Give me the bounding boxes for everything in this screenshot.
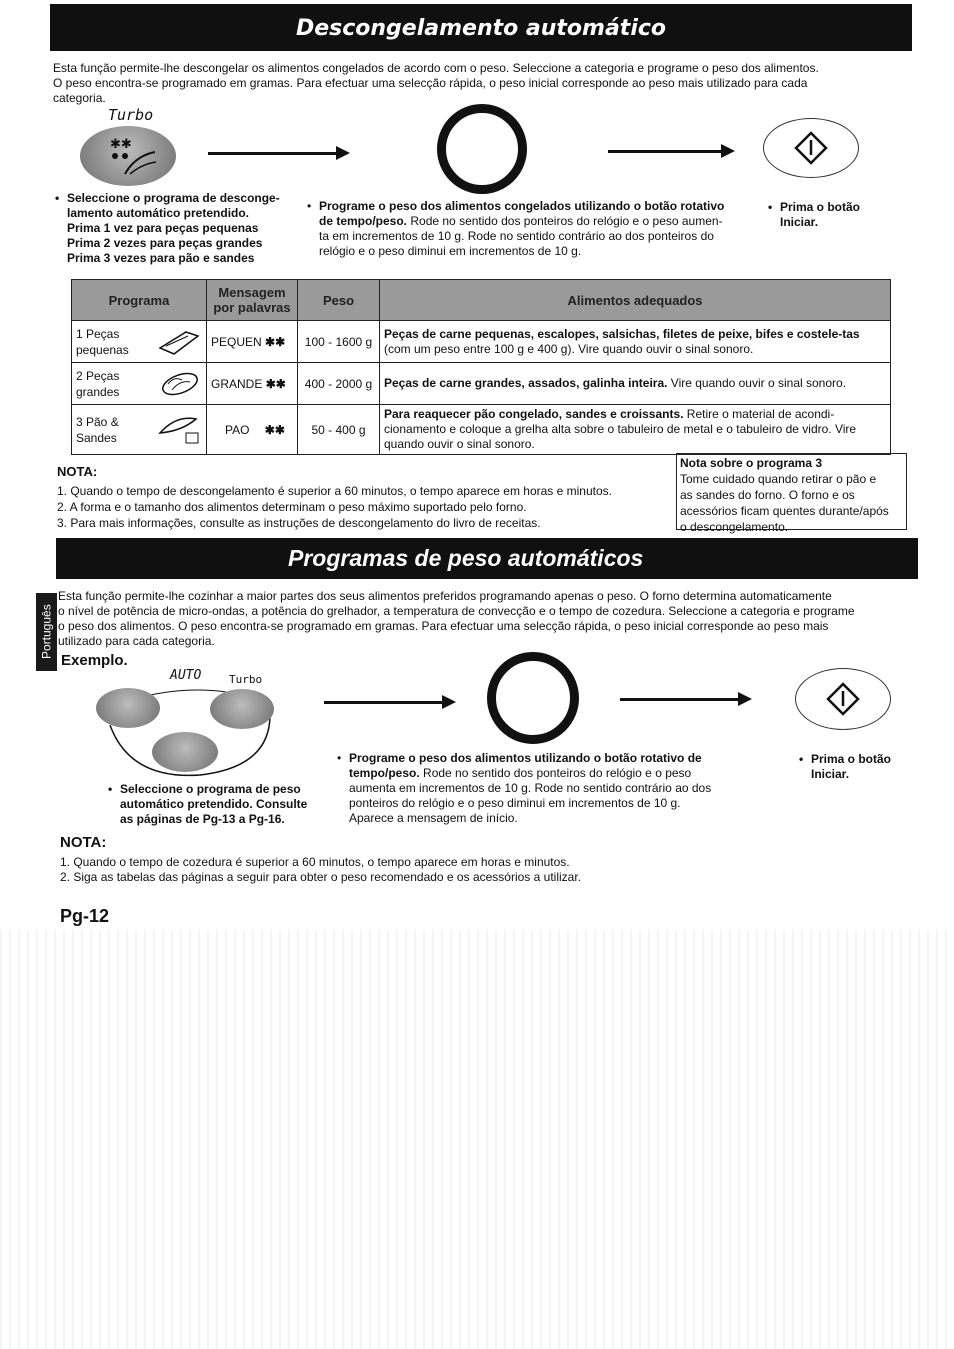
food-cell: Peças de carne pequenas, escalopes, salsichas, filetes de peixe, bifes e costele-tas (com um peso entre 100 g e 400 g). Vire quando ouvir o sinal sonoro.	[380, 321, 891, 363]
section-intro: Esta função permite-lhe descongelar os alimentos congelados de acordo com o peso. Seleccione a categoria e programe o peso dos alimentos. O peso encontra-se programado em gramas. Para efectuar uma selecção rápida, o peso inicial corresponde ao peso mais utilizado para cada categoria.	[53, 61, 819, 105]
step3-instructions: • Prima o botão Iniciar.	[768, 200, 861, 229]
nota-label: NOTA:	[57, 464, 98, 479]
auto-label: AUTO	[170, 668, 202, 683]
table-row	[72, 405, 891, 455]
program-cell: 1 Peças pequenas	[72, 321, 207, 363]
snowflake-icon: ✱✱	[265, 376, 286, 391]
step1-instructions: • Seleccione o programa de peso automático pretendido. Consulte as páginas de Pg-13 a Pg-16.	[108, 782, 308, 826]
table-header: Mensagem por palavras	[207, 280, 298, 321]
turbo-label: Turbo	[108, 106, 154, 124]
food-cell: Peças de carne grandes, assados, galinha inteira. Vire quando ouvir o sinal sonoro.	[380, 363, 891, 405]
svg-text:✱✱: ✱✱	[110, 137, 132, 152]
program3-note-box: Nota sobre o programa 3 Tome cuidado quando retirar o pão e as sandes do forno. O forno e os acessórios ficam quentes durante/após o descongelamento.	[676, 453, 907, 530]
arrow-icon	[608, 150, 723, 153]
section-intro: Esta função permite-lhe cozinhar a maior partes dos seus alimentos preferidos programando apenas o peso. O forno determina automaticamente o nível de potência de micro-ondas, a potência do grelhador, a temperatura de convecção e o tempo de cozedura. Seleccione a categoria e programe o peso dos alimentos. O peso encontra-se programado em gramas. Para efectuar uma selecção rápida, o peso inicial corresponde ao peso mais utilizado para cada categoria.	[58, 589, 855, 648]
step3-instructions: • Prima o botão Iniciar.	[799, 752, 892, 781]
example-heading: Exemplo.	[61, 652, 128, 669]
table-header: Peso	[298, 280, 380, 321]
message-cell: GRANDE ✱✱	[207, 363, 298, 405]
notes-list: 1. Quando o tempo de descongelamento é superior a 60 minutos, o tempo aparece em horas e minutos. 2. A forma e o tamanho dos alimentos determinam o peso máximo suportado pelo forno. 3. Para mais informações, consulte as instruções de descongelamento do livro de receitas.	[57, 484, 612, 530]
section-title-banner	[56, 538, 918, 579]
auto-cook-knob-icon	[152, 732, 218, 772]
message-cell: PEQUEN ✱✱	[207, 321, 298, 363]
auto-weight-knob-icon	[96, 688, 160, 728]
program-cell: 2 Peças grandes	[72, 363, 207, 405]
start-button-icon[interactable]	[763, 118, 859, 178]
message-cell: PAO ✱✱	[207, 405, 298, 455]
food-cell: Para reaquecer pão congelado, sandes e croissants. Retire o material de acondi-cionamento e coloque a grelha alta sobre o tabuleiro de metal e o tabuleiro de vidro. Vire quando ouvir o sinal sonoro.	[380, 405, 891, 455]
table-header: Programa	[72, 280, 207, 321]
step2-instructions: • Programe o peso dos alimentos utilizando o botão rotativo de tempo/peso. Rode no sentido dos ponteiros do relógio e o peso aumenta em incrementos de 10 g. Rode no sentido contrário ao dos ponteiros do relógio e o peso diminui em incrementos de 10 g. Aparece a mensagem de início.	[337, 751, 712, 825]
snowflake-icon: ✱✱	[265, 334, 286, 349]
snowflake-icon: ✱✱	[264, 422, 285, 437]
start-button-icon[interactable]	[795, 668, 891, 730]
time-weight-dial-icon[interactable]	[487, 652, 579, 744]
bread-icon	[156, 415, 202, 445]
nota-label: NOTA:	[60, 834, 107, 851]
table-row	[72, 321, 891, 363]
program-table	[71, 279, 891, 455]
section-title: Descongelamento automático	[295, 16, 667, 41]
weight-cell: 100 - 1600 g	[298, 321, 380, 363]
turbo-defrost-knob-icon	[210, 689, 274, 729]
arrow-icon	[620, 698, 740, 701]
time-weight-dial-icon[interactable]	[437, 104, 527, 194]
step2-instructions: • Programe o peso dos alimentos congelados utilizando o botão rotativo de tempo/peso. Rode no sentido dos ponteiros do relógio e o peso aumen- ta em incrementos de 10 g. Rode no sentido contrário ao dos ponteiros do relógio e o peso diminui em incrementos de 10 g.	[307, 199, 725, 258]
defrost-knob-icon	[80, 126, 176, 186]
notes-list: 1. Quando o tempo de cozedura é superior a 60 minutos, o tempo aparece em horas e minutos. 2. Siga as tabelas das páginas a seguir para obter o peso recomendado e os acessórios a utilizar.	[60, 855, 581, 884]
arrow-icon	[324, 701, 444, 704]
small-meat-icon	[156, 328, 202, 356]
turbo-label: Turbo	[229, 673, 263, 686]
section-title: Programas de peso automáticos	[288, 545, 644, 571]
program-cell: 3 Pão & Sandes	[72, 405, 207, 455]
large-meat-icon	[156, 370, 202, 398]
section-title-banner	[50, 4, 912, 51]
page-number: Pg-12	[60, 906, 110, 926]
weight-cell: 50 - 400 g	[298, 405, 380, 455]
language-tab: Português	[36, 593, 57, 671]
table-header: Alimentos adequados	[380, 280, 891, 321]
weight-cell: 400 - 2000 g	[298, 363, 380, 405]
scan-background	[0, 930, 954, 1349]
step1-instructions: • Seleccione o programa de desconge- lamento automático pretendido. Prima 1 vez para peças pequenas Prima 2 vezes para peças grandes Prima 3 vezes para pão e sandes	[55, 191, 280, 265]
arrow-icon	[208, 152, 338, 155]
table-row	[72, 363, 891, 405]
